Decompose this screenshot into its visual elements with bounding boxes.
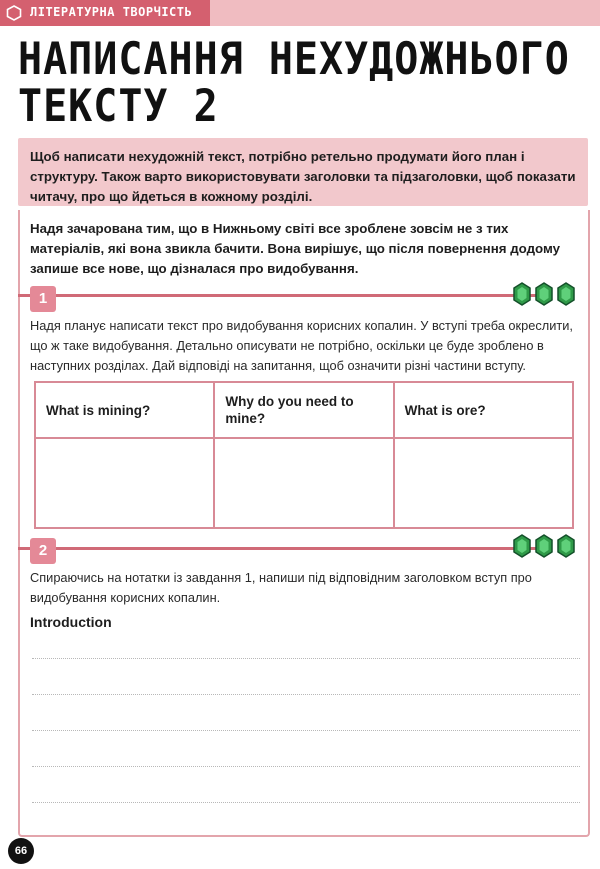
page-number: 66 xyxy=(8,838,34,864)
task-1-divider xyxy=(18,294,538,297)
task-2-text: Спираючись на нотатки із завдання 1, напиши під відповідним заголовком вступ про видобування корисних копалин. xyxy=(30,570,532,605)
table-header-cell: What is mining? xyxy=(35,382,214,438)
task-2-emeralds xyxy=(512,534,576,558)
writing-line[interactable] xyxy=(32,730,580,731)
intro-box xyxy=(18,138,588,206)
answer-table xyxy=(34,381,574,529)
introduction-heading: Introduction xyxy=(30,614,112,630)
emerald-icon xyxy=(512,534,532,558)
page-title-line-2: ТЕКСТУ 2 xyxy=(18,80,219,133)
hexagon-icon xyxy=(6,5,22,21)
answer-cell[interactable] xyxy=(35,438,214,528)
table-header-cell: Why do you need to mine? xyxy=(214,382,393,438)
table-header-row xyxy=(35,382,573,438)
emerald-icon xyxy=(534,282,554,306)
answer-cell[interactable] xyxy=(394,438,573,528)
emerald-icon xyxy=(556,282,576,306)
task-1-emeralds xyxy=(512,282,576,306)
task-1-badge: 1 xyxy=(30,286,56,312)
section-label: ЛІТЕРАТУРНА ТВОРЧІСТЬ xyxy=(30,5,193,19)
table-answer-row xyxy=(35,438,573,528)
header-tab xyxy=(0,0,210,26)
emerald-icon xyxy=(556,534,576,558)
writing-line[interactable] xyxy=(32,802,580,803)
answer-cell[interactable] xyxy=(214,438,393,528)
task-1-text: Надя планує написати текст про видобування корисних копалин. У вступі треба окреслити, що ж таке видобування. Детально описувати не потрібно, оскільки це буде зроблено в наступних розділах. Дай відповіді на запитання, щоб означити різні частини вступу. xyxy=(30,318,573,373)
writing-line[interactable] xyxy=(32,694,580,695)
story-text: Надя зачарована тим, що в Нижньому світі все зроблене зовсім не з тих матеріалів, які вона звикла бачити. Вона вирішує, що після повернення додому запише все нове, що дізналася про видобування. xyxy=(30,221,561,276)
page-title-line-1: НАПИСАННЯ НЕХУДОЖНЬОГО xyxy=(18,33,570,86)
emerald-icon xyxy=(512,282,532,306)
task-2-badge: 2 xyxy=(30,538,56,564)
intro-text: Щоб написати нехудожній текст, потрібно ретельно продумати його план і структуру. Також варто використовувати заголовки та підзаголовки, щоб показати читачу, про що йдеться в кожному розділі. xyxy=(30,149,576,204)
page-title xyxy=(18,33,588,133)
task-2-divider xyxy=(18,547,538,550)
table-header-cell: What is ore? xyxy=(394,382,573,438)
writing-line[interactable] xyxy=(32,658,580,659)
emerald-icon xyxy=(534,534,554,558)
writing-line[interactable] xyxy=(32,766,580,767)
